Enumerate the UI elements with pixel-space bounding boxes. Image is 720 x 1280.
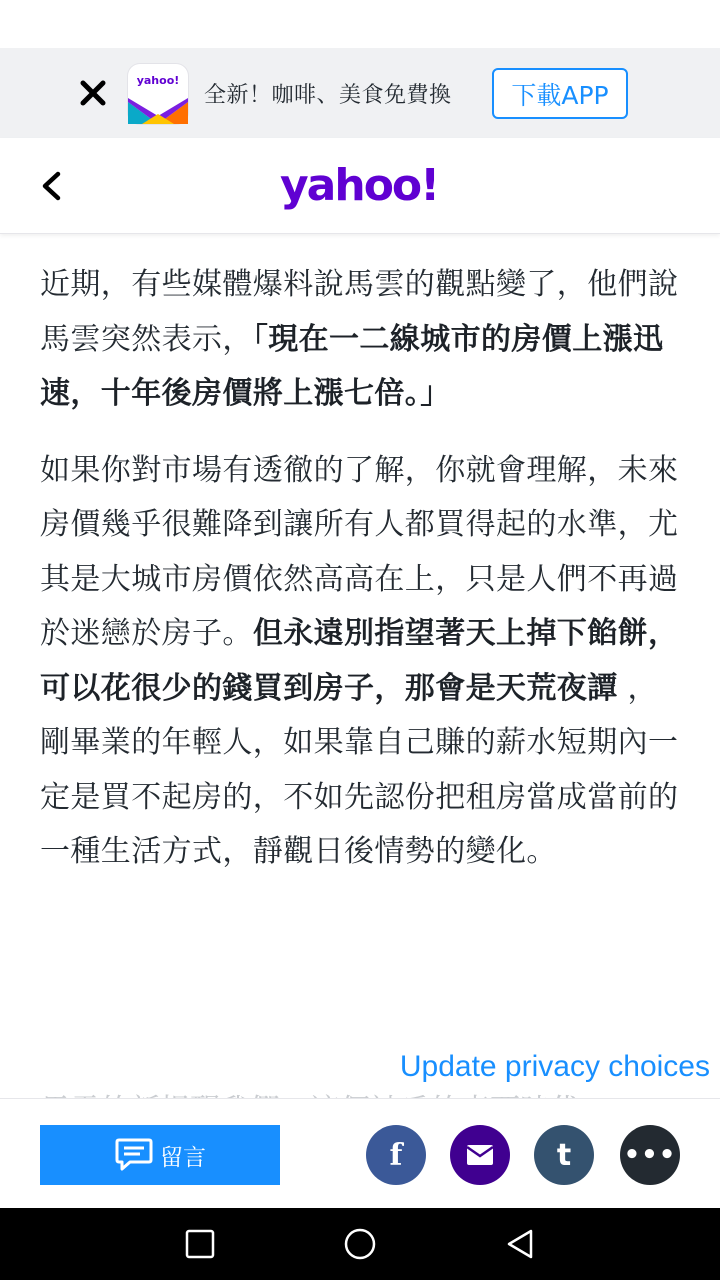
- article-paragraph: [40, 258, 680, 422]
- share-tumblr-button[interactable]: [534, 1125, 594, 1185]
- triangle-back-icon: [502, 1226, 538, 1262]
- close-banner-button[interactable]: [76, 76, 110, 110]
- recent-apps-button[interactable]: [182, 1226, 218, 1262]
- paragraph-text: 近期，有些媒體爆料說馬雲的觀點變了，他們說馬雲突然表示，: [40, 267, 679, 357]
- top-header: [0, 138, 720, 234]
- comment-button[interactable]: [40, 1125, 280, 1185]
- yahoo-app-icon: [128, 64, 188, 124]
- yahoo-logo[interactable]: [280, 152, 440, 214]
- yahoo-logo-text: yahoo!: [280, 160, 439, 211]
- app-logo-graphic: [128, 94, 188, 124]
- paragraph-bold-text: 「現在一二線城市的房價上漲迅速，十年後房價將上漲七倍。」: [40, 321, 664, 411]
- paragraph-bold-text: 但永遠別指望著天上掉下餡餅，可以花很少的錢買到房子，那會是天荒夜譚: [40, 616, 679, 706]
- comment-icon: [114, 1136, 154, 1174]
- app-logo-text: yahoo!: [136, 74, 180, 87]
- download-app-button[interactable]: 下載APP: [492, 68, 628, 119]
- bottom-action-bar: [0, 1098, 720, 1208]
- facebook-icon: f: [389, 1137, 403, 1173]
- update-privacy-choices-link[interactable]: Update privacy choices: [399, 1050, 710, 1083]
- comment-label: 留言: [160, 1144, 206, 1171]
- status-bar: [0, 0, 720, 48]
- close-icon: [76, 76, 110, 110]
- tumblr-icon: t: [556, 1137, 572, 1173]
- share-more-button[interactable]: [620, 1125, 680, 1185]
- paragraph-text: ，剛畢業的年輕人，如果靠自己賺的薪水短期內一定是買不起房的，不如先認份把租房當成當前的一種生活方式，靜觀日後情勢的變化。: [40, 670, 679, 869]
- chevron-left-icon: [32, 166, 72, 206]
- more-icon: •••: [623, 1140, 677, 1170]
- system-navigation-bar: [0, 1208, 720, 1280]
- article-paragraph: [40, 444, 680, 880]
- home-button[interactable]: [342, 1226, 378, 1262]
- app-promo-banner: [0, 48, 720, 138]
- share-facebook-button[interactable]: [366, 1125, 426, 1185]
- promo-text: 全新！咖啡、美食免費換: [204, 83, 452, 108]
- article-body: [40, 258, 680, 880]
- share-email-button[interactable]: [450, 1125, 510, 1185]
- back-button[interactable]: [32, 166, 72, 206]
- system-back-button[interactable]: [502, 1226, 538, 1262]
- square-icon: [182, 1226, 218, 1262]
- mail-icon: [466, 1144, 494, 1166]
- circle-icon: [342, 1226, 378, 1262]
- paragraph-text: 如果你對市場有透徹的了解，你就會理解，未來房價幾乎很難降到讓所有人都買得起的水準，尤其是大城市房價依然高高在上，只是人們不再過於迷戀於房子。: [40, 452, 679, 651]
